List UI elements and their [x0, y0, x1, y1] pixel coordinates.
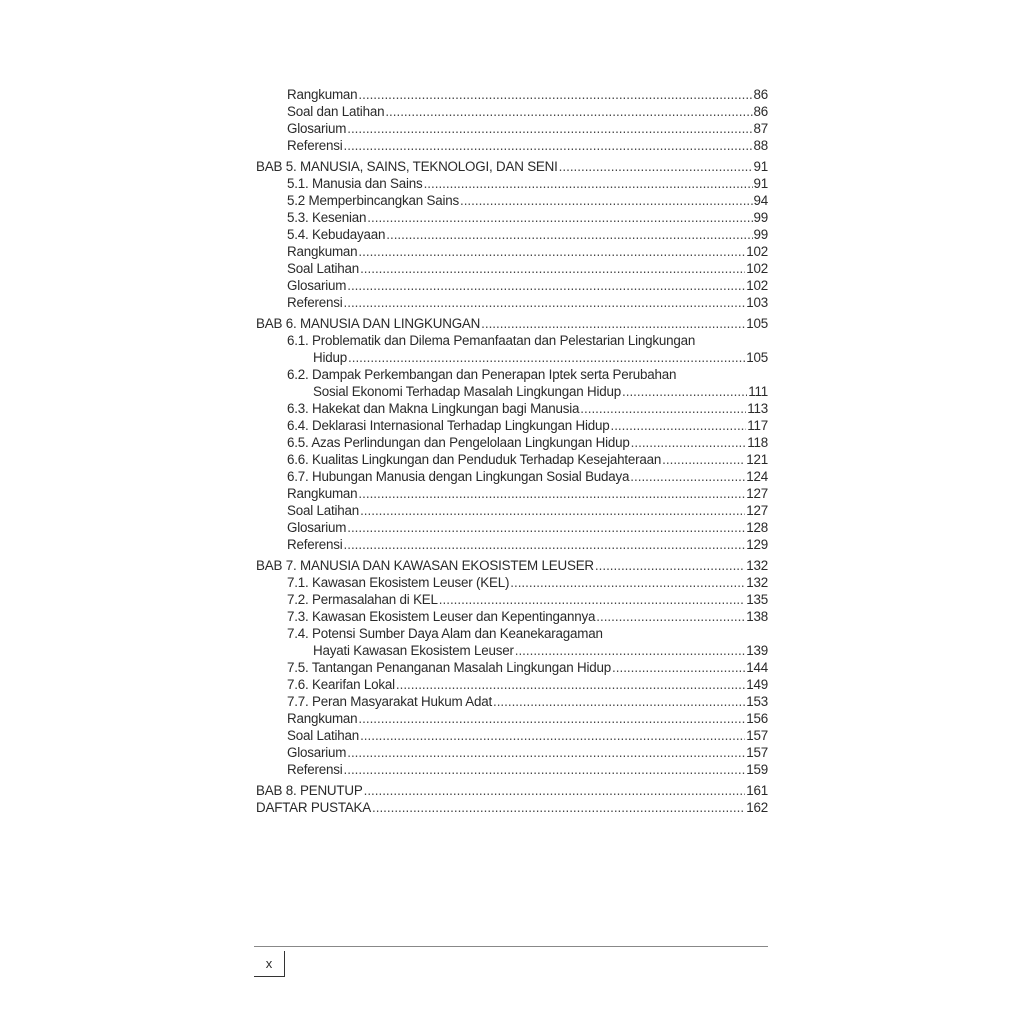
dot-leader [358, 243, 745, 260]
toc-entry[interactable] [256, 536, 768, 553]
toc-entry-page: 157 [746, 728, 768, 743]
toc-entry-page: 128 [746, 520, 768, 535]
toc-entry-page: 156 [746, 711, 768, 726]
toc-entry-label: Referensi [287, 762, 343, 777]
toc-entry[interactable] [256, 744, 768, 761]
dot-leader [481, 315, 745, 332]
toc-entry[interactable] [256, 175, 768, 192]
toc-entry-label: Glosarium [287, 520, 347, 535]
toc-entry-label: 7.6. Kearifan Lokal [287, 677, 395, 692]
toc-entry[interactable] [256, 676, 768, 693]
toc-entry-page: 139 [746, 643, 768, 658]
toc-entry[interactable] [256, 260, 768, 277]
toc-entry-page: 88 [753, 138, 768, 153]
toc-entry-page: 118 [747, 435, 768, 450]
dot-leader [630, 468, 745, 485]
toc-entry[interactable] [256, 591, 768, 608]
toc-entry-label: 7.3. Kawasan Ekosistem Leuser dan Kepentingannya [287, 609, 596, 624]
toc-entry-label: 7.5. Tantangan Penanganan Masalah Lingkungan Hidup [287, 660, 612, 675]
toc-entry-label: Soal Latihan [287, 728, 360, 743]
toc-entry[interactable] [256, 294, 768, 311]
dot-leader [595, 557, 745, 574]
dot-leader [439, 591, 745, 608]
toc-entry-page: 94 [753, 193, 768, 208]
toc-entry-page: 132 [746, 575, 768, 590]
toc-entry-label: 6.3. Hakekat dan Makna Lingkungan bagi Manusia [287, 401, 580, 416]
dot-leader [631, 434, 747, 451]
toc-entry-page: 91 [753, 176, 768, 191]
toc-entry-page: 138 [746, 609, 768, 624]
dot-leader [364, 782, 746, 799]
toc-entry-line1[interactable]: 6.2. Dampak Perkembangan dan Penerapan Iptek serta Perubahan [287, 367, 677, 382]
toc-entry-label: 6.5. Azas Perlindungan dan Pengelolaan Lingkungan Hidup [287, 435, 630, 450]
toc-entry-page: 124 [746, 469, 768, 484]
toc-entry[interactable] [256, 417, 768, 434]
dot-leader [596, 608, 745, 625]
toc-entry[interactable] [256, 608, 768, 625]
toc-entry[interactable] [256, 349, 768, 366]
dot-leader [344, 536, 746, 553]
toc-entry-label: Glosarium [287, 278, 347, 293]
dot-leader [358, 485, 745, 502]
toc-entry-line1[interactable]: 7.4. Potensi Sumber Daya Alam dan Keanekaragaman [287, 626, 603, 641]
toc-chapter-title: BAB 5. MANUSIA, SAINS, TEKNOLOGI, DAN SENI [256, 159, 558, 174]
dot-leader [385, 103, 752, 120]
toc-entry[interactable] [256, 226, 768, 243]
toc-entry-label: 7.2. Permasalahan di KEL [287, 592, 438, 607]
dot-leader [515, 642, 746, 659]
toc-entry[interactable] [256, 468, 768, 485]
toc-entry-label: 5.3. Kesenian [287, 210, 367, 225]
toc-entry-page: 86 [753, 87, 768, 102]
dot-leader [360, 502, 745, 519]
toc-entry-page: 105 [746, 350, 768, 365]
dot-leader [344, 137, 753, 154]
dot-leader [622, 383, 747, 400]
toc-entry-page: 117 [747, 418, 768, 433]
toc-chapter-title: BAB 6. MANUSIA DAN LINGKUNGAN [256, 316, 481, 331]
toc-entry-page: 102 [746, 261, 768, 276]
toc-entry-page: 86 [753, 104, 768, 119]
toc-entry-page: 157 [746, 745, 768, 760]
page-number: x [265, 956, 273, 971]
toc-entry-label: Soal Latihan [287, 503, 360, 518]
toc-entry-page: 113 [747, 401, 768, 416]
footer-divider [254, 946, 768, 947]
toc-entry-page: 99 [753, 227, 768, 242]
table-of-contents [256, 86, 768, 816]
toc-entry-label: Glosarium [287, 745, 347, 760]
toc-chapter-bab8[interactable] [256, 782, 768, 799]
dot-leader [344, 761, 746, 778]
toc-entry[interactable] [256, 659, 768, 676]
toc-entry-page: 129 [746, 537, 768, 552]
toc-entry[interactable] [256, 243, 768, 260]
toc-entry-label: 6.6. Kualitas Lingkungan dan Penduduk Terhadap Kesejahteraan [287, 452, 662, 467]
toc-entry-label: 7.1. Kawasan Ekosistem Leuser (KEL) [287, 575, 510, 590]
dot-leader [662, 451, 745, 468]
toc-entry-label: Sosial Ekonomi Terhadap Masalah Lingkungan Hidup [313, 384, 622, 399]
dot-leader [358, 86, 752, 103]
toc-entry-label: Rangkuman [287, 711, 358, 726]
toc-entry[interactable] [256, 192, 768, 209]
toc-entry-page: 162 [746, 800, 768, 815]
toc-entry-label: Rangkuman [287, 87, 358, 102]
toc-entry[interactable] [256, 383, 768, 400]
toc-entry[interactable] [256, 710, 768, 727]
toc-entry-label: 6.7. Hubungan Manusia dengan Lingkungan Sosial Budaya [287, 469, 630, 484]
toc-entry[interactable] [256, 137, 768, 154]
toc-entry[interactable] [256, 574, 768, 591]
dot-leader [559, 158, 753, 175]
toc-entry[interactable] [256, 519, 768, 536]
toc-entry-page: 127 [746, 503, 768, 518]
dot-leader [396, 676, 745, 693]
toc-entry-page: 91 [753, 159, 768, 174]
dot-leader [347, 519, 745, 536]
toc-entry-page: 103 [746, 295, 768, 310]
toc-entry-label: Soal dan Latihan [287, 104, 385, 119]
toc-entry[interactable] [256, 400, 768, 417]
toc-entry-label: 7.7. Peran Masyarakat Hukum Adat [287, 694, 492, 709]
toc-entry[interactable] [256, 761, 768, 778]
toc-entry-page: 102 [746, 244, 768, 259]
toc-chapter-bab5[interactable] [256, 158, 768, 175]
toc-chapter-title: BAB 8. PENUTUP [256, 783, 363, 798]
toc-entry-page: 149 [746, 677, 768, 692]
toc-entry[interactable] [256, 209, 768, 226]
toc-entry-label: Rangkuman [287, 486, 358, 501]
toc-entry-label: Hidup [313, 350, 347, 365]
toc-entry-label: 5.1. Manusia dan Sains [287, 176, 423, 191]
dot-leader [360, 260, 745, 277]
toc-entry-page: 99 [753, 210, 768, 225]
toc-entry[interactable] [256, 434, 768, 451]
toc-entry-label: Hayati Kawasan Ekosistem Leuser [313, 643, 514, 658]
dot-leader [386, 226, 752, 243]
dot-leader [347, 744, 745, 761]
dot-leader [493, 693, 745, 710]
dot-leader [358, 710, 745, 727]
dot-leader [372, 799, 745, 816]
toc-entry-page: 127 [746, 486, 768, 501]
toc-entry[interactable] [256, 693, 768, 710]
toc-entry[interactable] [256, 277, 768, 294]
page-number-box [254, 951, 285, 977]
toc-entry-page: 121 [746, 452, 768, 467]
toc-entry-page: 111 [748, 384, 768, 399]
toc-entry[interactable] [256, 86, 768, 103]
toc-entry[interactable] [256, 642, 768, 659]
dot-leader [580, 400, 746, 417]
dot-leader [510, 574, 745, 591]
toc-entry-label: 5.4. Kebudayaan [287, 227, 386, 242]
dot-leader [347, 277, 745, 294]
toc-entry-page: 161 [746, 783, 768, 798]
toc-chapter-bab6[interactable] [256, 315, 768, 332]
toc-entry-page: 132 [746, 558, 768, 573]
dot-leader [347, 120, 752, 137]
toc-entry-page: 153 [746, 694, 768, 709]
toc-chapter-daftar-pustaka[interactable] [256, 799, 768, 816]
toc-entry[interactable] [256, 485, 768, 502]
dot-leader [424, 175, 753, 192]
dot-leader [460, 192, 753, 209]
toc-chapter-bab7[interactable] [256, 557, 768, 574]
toc-entry[interactable] [256, 120, 768, 137]
dot-leader [344, 294, 746, 311]
toc-entry-label: Referensi [287, 138, 343, 153]
toc-entry[interactable] [256, 727, 768, 744]
toc-entry-label: Referensi [287, 537, 343, 552]
toc-entry-line1[interactable]: 6.1. Problematik dan Dilema Pemanfaatan dan Pelestarian Lingkungan [287, 333, 696, 348]
toc-entry-label: Rangkuman [287, 244, 358, 259]
toc-entry-label: Soal Latihan [287, 261, 360, 276]
toc-entry-page: 87 [753, 121, 768, 136]
toc-chapter-title: BAB 7. MANUSIA DAN KAWASAN EKOSISTEM LEUSER [256, 558, 594, 573]
toc-entry-page: 159 [746, 762, 768, 777]
dot-leader [612, 659, 745, 676]
toc-entry-label: Referensi [287, 295, 343, 310]
toc-entry[interactable] [256, 502, 768, 519]
toc-entry-label: 6.4. Deklarasi Internasional Terhadap Lingkungan Hidup [287, 418, 610, 433]
dot-leader [367, 209, 752, 226]
toc-entry-label: Glosarium [287, 121, 347, 136]
toc-entry-page: 135 [746, 592, 768, 607]
toc-entry[interactable] [256, 451, 768, 468]
toc-entry-page: 144 [746, 660, 768, 675]
toc-entry[interactable] [256, 103, 768, 120]
dot-leader [610, 417, 746, 434]
dot-leader [348, 349, 745, 366]
toc-entry-page: 105 [746, 316, 768, 331]
toc-entry-label: 5.2 Memperbincangkan Sains [287, 193, 459, 208]
toc-chapter-title: DAFTAR PUSTAKA [256, 800, 372, 815]
toc-entry-page: 102 [746, 278, 768, 293]
dot-leader [360, 727, 745, 744]
